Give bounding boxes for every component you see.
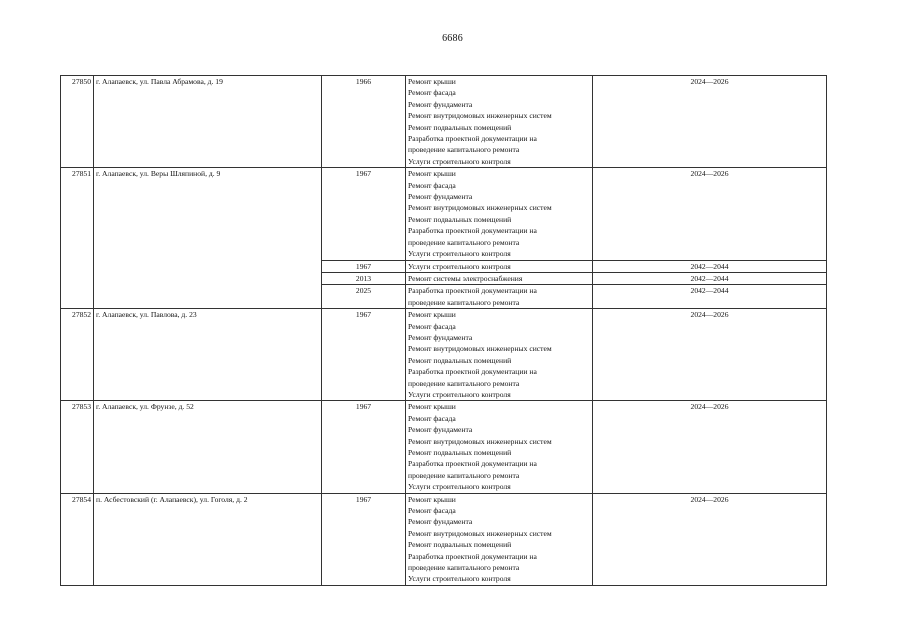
work-item: Ремонт крыши bbox=[408, 402, 456, 412]
work-item: Разработка проектной документации на bbox=[408, 551, 537, 561]
work-item: Ремонт крыши bbox=[408, 310, 456, 320]
entry-period: 2024—2026 bbox=[593, 493, 827, 585]
page-number: 6686 bbox=[442, 33, 463, 44]
entry-period: 2042—2044 bbox=[593, 285, 827, 309]
work-item: Ремонт подвальных помещений bbox=[408, 214, 512, 224]
work-item: Ремонт фасада bbox=[408, 321, 456, 331]
entry-works bbox=[406, 401, 593, 493]
record-address: п. Асбестовский (г. Алапаевск), ул. Гоголя, д. 2 bbox=[94, 493, 322, 585]
table-row bbox=[61, 401, 827, 493]
entry-works bbox=[406, 168, 593, 260]
work-item: Ремонт подвальных помещений bbox=[408, 448, 512, 457]
entry-year: 1967 bbox=[322, 168, 406, 260]
record-number: 27850 bbox=[61, 76, 94, 168]
entry-year: 1966 bbox=[322, 76, 406, 168]
record-address: г. Алапаевск, ул. Веры Шляпиной, д. 9 bbox=[94, 168, 322, 309]
work-item: Ремонт фасада bbox=[408, 88, 456, 98]
work-item: Ремонт крыши bbox=[408, 494, 456, 504]
work-item: Ремонт системы электроснабжения bbox=[408, 273, 523, 283]
work-item: проведение капитального ремонта bbox=[408, 145, 520, 155]
entry-works bbox=[406, 493, 593, 585]
work-item: Ремонт фасада bbox=[408, 180, 456, 190]
work-item: Ремонт фундамента bbox=[408, 517, 473, 527]
work-item: Ремонт фундамента bbox=[408, 192, 473, 202]
record-number: 27854 bbox=[61, 493, 94, 585]
entry-year: 2013 bbox=[322, 272, 406, 284]
entry-period: 2042—2044 bbox=[593, 260, 827, 272]
work-item: проведение капитального ремонта bbox=[408, 470, 520, 480]
record-number: 27853 bbox=[61, 401, 94, 493]
entry-year: 1967 bbox=[322, 401, 406, 493]
work-item: Ремонт внутридомовых инженерных систем bbox=[408, 436, 552, 446]
work-item: Ремонт подвальных помещений bbox=[408, 540, 512, 550]
work-item: Ремонт фундамента bbox=[408, 99, 473, 109]
work-item: Ремонт крыши bbox=[408, 77, 456, 86]
entry-works bbox=[406, 285, 593, 309]
entry-works bbox=[406, 76, 593, 168]
work-item: Разработка проектной документации на bbox=[408, 226, 537, 236]
entry-period: 2024—2026 bbox=[593, 168, 827, 260]
work-item: Разработка проектной документации на bbox=[408, 286, 537, 296]
work-item: Ремонт внутридомовых инженерных систем bbox=[408, 344, 552, 354]
work-item: Ремонт фасада bbox=[408, 413, 456, 423]
work-item: Услуги строительного контроля bbox=[408, 389, 511, 399]
work-item: Ремонт фасада bbox=[408, 506, 456, 516]
work-item: Ремонт крыши bbox=[408, 169, 456, 179]
table-row bbox=[61, 76, 827, 168]
table-row bbox=[61, 168, 827, 260]
work-item: Разработка проектной документации на bbox=[408, 134, 537, 144]
entry-works bbox=[406, 260, 593, 272]
capital-repair-table bbox=[60, 75, 827, 586]
entry-works bbox=[406, 309, 593, 401]
entry-period: 2024—2026 bbox=[593, 309, 827, 401]
table-row bbox=[61, 309, 827, 401]
work-item: Услуги строительного контроля bbox=[408, 574, 511, 584]
record-number: 27852 bbox=[61, 309, 94, 401]
work-item: проведение капитального ремонта bbox=[408, 563, 520, 573]
work-item: Ремонт подвальных помещений bbox=[408, 122, 512, 132]
work-item: проведение капитального ремонта bbox=[408, 237, 520, 247]
entry-year: 1967 bbox=[322, 309, 406, 401]
entry-period: 2024—2026 bbox=[593, 76, 827, 168]
record-number: 27851 bbox=[61, 168, 94, 309]
record-address: г. Алапаевск, ул. Павлова, д. 23 bbox=[94, 309, 322, 401]
work-item: Услуги строительного контроля bbox=[408, 249, 511, 259]
work-item: Услуги строительного контроля bbox=[408, 156, 511, 166]
work-item: проведение капитального ремонта bbox=[408, 378, 520, 388]
record-address: г. Алапаевск, ул. Фрунзе, д. 52 bbox=[94, 401, 322, 493]
work-item: Услуги строительного контроля bbox=[408, 482, 511, 492]
work-item: Ремонт внутридомовых инженерных систем bbox=[408, 203, 552, 213]
work-item: Ремонт внутридомовых инженерных систем bbox=[408, 111, 552, 121]
table-row bbox=[61, 493, 827, 585]
entry-works bbox=[406, 272, 593, 284]
table-body bbox=[61, 76, 827, 586]
work-item: Ремонт внутридомовых инженерных систем bbox=[408, 528, 552, 538]
record-address: г. Алапаевск, ул. Павла Абрамова, д. 19 bbox=[94, 76, 322, 168]
entry-year: 1967 bbox=[322, 260, 406, 272]
work-item: Услуги строительного контроля bbox=[408, 261, 511, 271]
entry-year: 1967 bbox=[322, 493, 406, 585]
work-item: Ремонт подвальных помещений bbox=[408, 355, 512, 365]
entry-period: 2042—2044 bbox=[593, 272, 827, 284]
work-item: проведение капитального ремонта bbox=[408, 297, 520, 307]
work-item: Разработка проектной документации на bbox=[408, 459, 537, 469]
work-item: Ремонт фундамента bbox=[408, 332, 473, 342]
work-item: Ремонт фундамента bbox=[408, 425, 473, 435]
entry-year: 2025 bbox=[322, 285, 406, 309]
work-item: Разработка проектной документации на bbox=[408, 367, 537, 377]
entry-period: 2024—2026 bbox=[593, 401, 827, 493]
